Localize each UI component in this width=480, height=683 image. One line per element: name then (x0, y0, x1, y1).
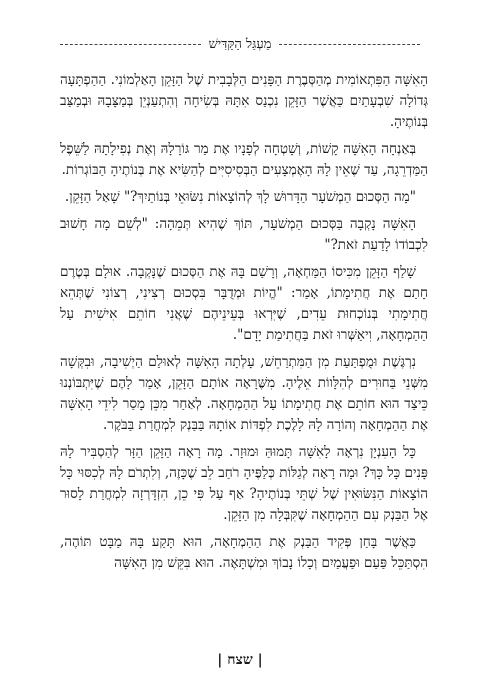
paragraph: "מָה הַסְּכוּם הַמְשֹׁעָר הַדָּרוּשׁ לָךְ לְהוֹצָאוֹת נִשּׂוּאֵי בְּנוֹתַיִךְ?" שָׁאַל הַזָּקֵן. (64, 189, 416, 205)
paragraph: בְּאַנְחָה הָאִשָּׁה קָשׁוֹת, וְשָׁטְחָה לְפָנָיו אֶת מַר גּוֹרָלָהּ וְאֶת נְפִילָתָהּ לַשֵּׁפֶל הַמַּדְרֵגָה, עַד שֶׁאֵין לָהּ הָאֶמְצָעִים הַבְּסִיסִיִּים לְהַשִּׂיא אֶת בְּנוֹתֶיהָ הַבּוֹגְרוֹת. (60, 141, 428, 178)
running-title: מַעְגַּל הַקַּדִּישׁ (208, 37, 272, 52)
header-rule-right (279, 44, 420, 45)
page-number: | שצח | (217, 652, 263, 668)
header-rule-left (60, 44, 201, 45)
running-header (60, 36, 420, 52)
paragraph: כַּאֲשֶׁר בָּחַן פְּקִיד הַבַּנְק אֶת הַהַמְחָאָה, הוּא תָּקַע בָּהּ מַבָּט תּוֹהֶה, הִסְתַּכֵּל פַּעַם וּפַעֲמַיִם וְכָלוֹ נָבוֹךְ וּמִשְׁתָּאֶה. הוּא בִּקֵּשׁ מִן הָאִשָּׁה (60, 534, 428, 571)
paragraph: הָאִשָּׁה הַפִּתְאוֹמִית מְהַסְּבֶרֶת הַפָּנִים הַלְּבָבִית שֶׁל הַזָּקֵן הָאַלְמוֹנִי. הַהַפְתָּעָה גְּדוֹלָה שִׁבְעָתַיִם כַּאֲשֶׁר הַזָּקֵן נִכְנַס אִתָּהּ בְּשִׂיחָה וְהִתְעַנְיֵן בְּמַצָּבָהּ וּבְמַצַּב בְּנוֹתֶיהָ. (60, 72, 428, 130)
paragraph: כָּל הָעִנְיָן נִרְאָה לָאִשָּׁה תָּמוּהַּ וּמוּזָר. מָה רָאָה הַזָּקֵן הַזָּר לְהַסְבִּיר לָהּ פָּנִים כָּל כָּךְ? וּמָה רָאָה לְגַלּוֹת כְּלַפֶּיהָ רֹחַב לֵב שֶׁכָּזֶה, וְלִתְרֹם לָהּ לְכִסּוּי כָּל הוֹצָאוֹת הַנִּשּׂוּאִין שֶׁל שְׁתֵּי בְּנוֹתֶיהָ? אַף עַל פִּי כֵן, הִזְדָּרְזָה לִמְחֳרַת לָסוּר אֶל הַבַּנְק עִם הַהַמְחָאָה שֶׁקִּבְּלָה מִן הַזָּקֵן. (60, 444, 428, 523)
paragraph: שָׁלַף הַזָּקֵן מִכִּיסוֹ הַמַּחְאָה, וְרָשַׁם בָּהּ אֶת הַסְּכוּם שֶׁנָּקְבָה. אוּלָם בְּטֶרֶם חָתַם אֶת חֲתִימָתוֹ, אָמַר: "הֱיוֹת וּמְדֻבָּר בִּסְכוּם רְצִינִי, רְצוֹנִי שֶׁתְּהֵא חֲתִימָתִי בְּנוֹכְחוּת עֵדִים, שֶׁיִּרְאוּ בְּעֵינֵיהֶם שֶׁאֲנִי חוֹתֵם אִישִׁית עַל הַהַמְחָאָה, וִיאַשְּׁרוּ זֹאת בַּחֲתִימַת יָדָם". (60, 264, 428, 343)
body-text (60, 70, 428, 580)
paragraph: הָאִשָּׁה נָקְבָה בַּסְּכוּם הַמְשֹׁעָר, תּוֹךְ שֶׁהִיא תְּמֵהָה: "לְשֵׁם מָה חָשׁוּב לִכְבוֹדוֹ לָדַעַת זֹאת?" (60, 216, 428, 253)
paragraph: נִרְגֶּשֶׁת וּמֻפְתַּעַת מִן הַמִּתְרַחֵשׁ, עָלְתָה הָאִשָּׁה לְאוּלַם הַיְשִׁיבָה, וּבִקְּשָׁה מִשְּׁנֵי בַּחוּרִים לְהִלָּווֹת אֵלֶיהָ. מִשֶּׁרָאָה אוֹתָם הַזָּקֵן, אָמַר לָהֶם שֶׁיִּתְבּוֹנְנוּ כֵּיצַד הוּא חוֹתֵם אֶת חֲתִימָתוֹ עַל הַהַמְחָאָה. לְאַחַר מִכֵּן מָסַר לִידֵי הָאִשָּׁה אֶת הַהַמְחָאָה וְהוֹרָה לָהּ לָלֶכֶת לִפְדּוֹת אוֹתָהּ בַּבַּנְק לִמְחֳרַת בַּבֹּקֶר. (60, 354, 428, 433)
